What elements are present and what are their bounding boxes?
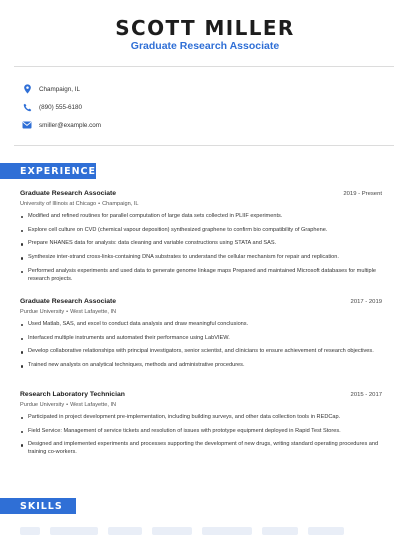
candidate-role: Graduate Research Associate <box>130 40 280 52</box>
job-entry <box>20 391 382 463</box>
job-organization: Purdue University • West Lafayette, IN <box>20 309 117 315</box>
phone-icon <box>22 102 32 112</box>
divider <box>14 145 394 146</box>
job-location: West Lafayette, IN <box>70 402 117 408</box>
skill-chip <box>202 527 252 535</box>
contact-email <box>22 118 101 132</box>
section-heading-text: SKILLS <box>20 500 63 512</box>
contact-phone <box>22 100 82 114</box>
job-bullets <box>20 414 382 457</box>
list-item: Explore cell culture on CVD (chemical vapour deposition) synthesized graphene to confirm bio compatibility of Graphene. <box>20 227 382 235</box>
job-title: Graduate Research Associate <box>20 190 117 197</box>
job-location: Champaign, IL <box>102 201 139 207</box>
section-heading-skills <box>0 498 76 514</box>
skill-chip <box>20 527 40 535</box>
candidate-name: SCOTT MILLER <box>115 16 295 40</box>
location-pin-icon <box>22 84 32 94</box>
list-item: Participated in project development pre-implementation, including building surveys, and other data collection tools in REDCap. <box>20 414 382 422</box>
divider <box>14 66 394 67</box>
list-item: Designed and implemented experiments and processes supporting the development of new drugs, writing standard operating procedures and training co-workers. <box>20 441 382 456</box>
job-location: West Lafayette, IN <box>70 309 117 315</box>
job-bullets <box>20 321 382 370</box>
job-org: Purdue University <box>20 402 65 408</box>
list-item: Develop collaborative relationships with principal investigators, senior scientist, and clinicians to ensure achievement of research objectives. <box>20 348 382 356</box>
section-heading-text: EXPERIENCE <box>20 165 97 177</box>
job-org: Purdue University <box>20 309 65 315</box>
list-item: Modified and refined routines for parallel computation of large data sets collected in PLIIF experiments. <box>20 213 382 221</box>
contact-location-text: Champaign, IL <box>39 85 80 93</box>
section-heading-experience <box>0 163 96 179</box>
list-item: Used Matlab, SAS, and excel to conduct data analysis and draw meaningful conclusions. <box>20 321 382 329</box>
job-dates: 2017 - 2019 <box>350 299 382 305</box>
list-item: Interfaced multiple instruments and automated their performance using LabVIEW. <box>20 335 382 343</box>
skill-chip <box>308 527 344 535</box>
list-item: Field Service: Management of service tickets and resolution of issues with prototype equipment deployed in Rapid Test Stores. <box>20 428 382 436</box>
skill-chip <box>50 527 98 535</box>
contact-phone-text: (890) 555-6180 <box>39 103 83 111</box>
list-item: Performed analysis experiments and used data to generate genome linkage maps Prepared and maintained Microsoft databases for multiple research projects. <box>20 268 382 283</box>
skill-chip <box>152 527 192 535</box>
job-title: Graduate Research Associate <box>20 298 117 305</box>
job-organization: Purdue University • West Lafayette, IN <box>20 402 117 408</box>
list-item: Synthesize inter-strand cross-links-containing DNA substrates to understand the cellular mechanism for repair and replication. <box>20 254 382 262</box>
skill-chip <box>108 527 142 535</box>
job-title: Research Laboratory Technician <box>20 391 125 398</box>
job-dates: 2019 - Present <box>343 191 382 197</box>
job-org: University of Illinois at Chicago <box>20 201 97 207</box>
skill-chip <box>262 527 298 535</box>
job-organization: University of Illinois at Chicago • Champaign, IL <box>20 201 139 207</box>
job-entry <box>20 190 382 289</box>
email-icon <box>22 120 32 130</box>
job-bullets <box>20 213 382 283</box>
contact-email-text: smiller@example.com <box>39 121 102 129</box>
contact-location <box>22 82 80 96</box>
job-dates: 2015 - 2017 <box>350 392 382 398</box>
list-item: Trained new analysts on analytical techniques, methods and administrative procedures. <box>20 362 382 370</box>
job-entry <box>20 298 382 376</box>
list-item: Prepare NHANES data for analysis: data cleaning and variable constructions using STATA and SAS. <box>20 240 382 248</box>
